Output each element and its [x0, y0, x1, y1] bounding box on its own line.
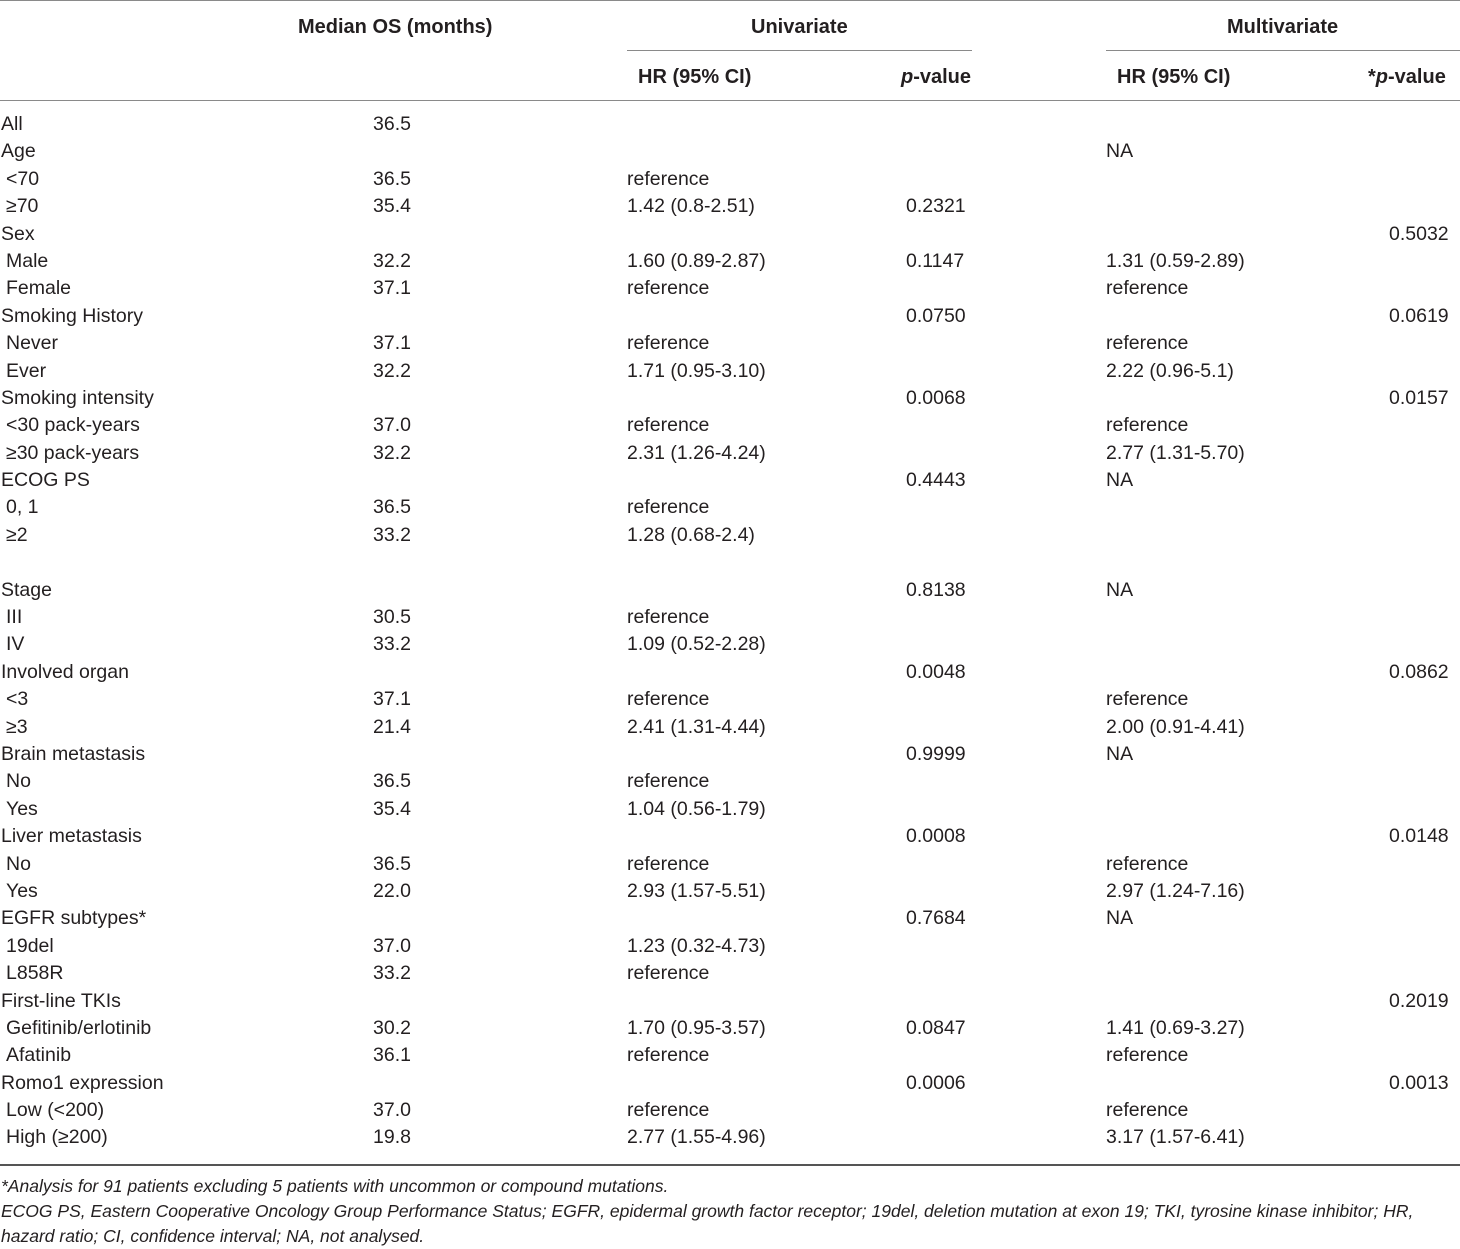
row-label: Romo1 expression	[1, 1071, 164, 1094]
median-os-cell: 19.8	[373, 1126, 411, 1149]
table-row	[0, 1042, 1460, 1069]
table-row	[0, 714, 1460, 741]
multivariate-p-cell: 0.5032	[1389, 222, 1449, 245]
univariate-hr-cell: reference	[627, 688, 710, 711]
univariate-p-cell: 0.0048	[906, 660, 966, 683]
univariate-hr-cell: reference	[627, 962, 710, 985]
table-row	[0, 330, 1460, 357]
univariate-hr-cell: 1.04 (0.56-1.79)	[627, 797, 766, 820]
median-os-cell: 36.5	[373, 496, 411, 519]
value-suffix: -value	[1388, 66, 1446, 88]
univariate-hr-cell: reference	[627, 277, 710, 300]
median-os-cell: 32.2	[373, 249, 411, 272]
table-row	[0, 522, 1460, 577]
row-label: <30 pack-years	[6, 414, 140, 437]
footnote-abbreviations: ECOG PS, Eastern Cooperative Oncology Group Performance Status; EGFR, epidermal growth factor receptor; 19del, deletion mutation at exon 19; TKI, tyrosine kinase inhibitor; HR, hazard ratio; CI, confidence interval; NA, not analysed.	[1, 1201, 1414, 1246]
median-os-cell: 37.0	[373, 1099, 411, 1122]
row-label: ≥3	[6, 715, 28, 738]
univariate-hr-cell: 1.60 (0.89-2.87)	[627, 249, 766, 272]
table-row	[0, 221, 1460, 248]
row-label: Low (<200)	[6, 1099, 105, 1122]
multivariate-hr-cell: NA	[1106, 469, 1134, 492]
univariate-p-cell: 0.8138	[906, 578, 966, 601]
univariate-p-cell: 0.0847	[906, 1016, 966, 1039]
table-row	[0, 138, 1460, 165]
univariate-p-cell: 0.0008	[906, 825, 966, 848]
table-row	[0, 412, 1460, 439]
row-label: <3	[6, 688, 29, 711]
table-row	[0, 358, 1460, 385]
multivariate-hr-cell: 2.77 (1.31-5.70)	[1106, 441, 1245, 464]
row-label: Involved organ	[1, 660, 129, 683]
table-row	[0, 659, 1460, 686]
median-os-cell: 22.0	[373, 879, 411, 902]
row-label: Yes	[6, 797, 38, 820]
median-os-cell: 36.5	[373, 113, 411, 135]
row-label: Age	[1, 140, 36, 163]
row-label: <70	[6, 167, 40, 190]
table-row	[0, 248, 1460, 275]
row-label: Never	[6, 332, 59, 355]
median-os-cell: 33.2	[373, 633, 411, 656]
univariate-hr-cell: reference	[627, 606, 710, 629]
multivariate-hr-cell: reference	[1106, 414, 1189, 437]
table-row	[0, 166, 1460, 193]
median-os-cell: 32.2	[373, 359, 411, 382]
p-letter: p	[901, 66, 914, 88]
median-os-cell: 32.2	[373, 441, 411, 464]
row-label: L858R	[6, 962, 64, 985]
table-row	[0, 1097, 1460, 1124]
table-row	[0, 741, 1460, 768]
row-label: Sex	[1, 222, 35, 245]
table-body	[0, 111, 1460, 1152]
table-row	[0, 385, 1460, 412]
table-row	[0, 905, 1460, 932]
multivariate-hr-cell: 2.22 (0.96-5.1)	[1106, 359, 1234, 382]
row-label: Yes	[6, 879, 38, 902]
median-os-cell: 36.5	[373, 770, 411, 793]
row-label: High (≥200)	[6, 1126, 108, 1149]
univariate-p-cell: 0.4443	[906, 469, 966, 492]
univariate-p-cell: 0.7684	[906, 907, 966, 930]
table-row	[0, 604, 1460, 631]
row-label: All	[1, 113, 23, 135]
p-letter: p	[1375, 66, 1389, 88]
table-row	[0, 1124, 1460, 1151]
multivariate-hr-cell: reference	[1106, 1044, 1189, 1067]
row-label: Male	[6, 249, 49, 272]
multivariate-hr-cell: reference	[1106, 852, 1189, 875]
row-label: Smoking intensity	[1, 386, 154, 409]
univariate-p-cell: 0.0068	[906, 386, 966, 409]
value-suffix: -value	[913, 66, 972, 88]
multivariate-underline	[1106, 50, 1460, 51]
median-os-cell: 37.0	[373, 934, 411, 957]
row-label: Afatinib	[6, 1044, 72, 1067]
median-os-cell: 21.4	[373, 715, 411, 738]
table-row	[0, 768, 1460, 795]
asterisk: *	[1368, 66, 1376, 88]
median-os-cell: 30.5	[373, 606, 411, 629]
univariate-hr-cell: 2.77 (1.55-4.96)	[627, 1126, 766, 1149]
table-top-rule	[0, 0, 1460, 1]
median-os-cell: 35.4	[373, 195, 411, 218]
footnote-asterisk: *Analysis for 91 patients excluding 5 patients with uncommon or compound mutations.	[1, 1176, 669, 1196]
median-os-cell: 37.1	[373, 688, 411, 711]
univariate-hr-cell: 1.23 (0.32-4.73)	[627, 934, 766, 957]
univariate-hr-cell: 1.42 (0.8-2.51)	[627, 195, 755, 218]
multivariate-p-cell: 0.0148	[1389, 825, 1449, 848]
table-bottom-rule	[0, 1164, 1460, 1166]
row-label: Female	[6, 277, 72, 300]
table-row	[0, 878, 1460, 905]
univariate-hr-cell: 1.28 (0.68-2.4)	[627, 523, 755, 546]
univariate-hr-cell: reference	[627, 1044, 710, 1067]
row-label: No	[6, 770, 31, 793]
univariate-hr-cell: 1.70 (0.95-3.57)	[627, 1016, 766, 1039]
header-univariate-hr: HR (95% CI)	[638, 66, 752, 88]
header-univariate: Univariate	[751, 16, 848, 38]
univariate-hr-cell: 1.09 (0.52-2.28)	[627, 633, 766, 656]
row-label: First-line TKIs	[1, 989, 121, 1012]
median-os-cell: 36.5	[373, 167, 411, 190]
multivariate-hr-cell: 1.41 (0.69-3.27)	[1106, 1016, 1245, 1039]
multivariate-p-cell: 0.0157	[1389, 386, 1449, 409]
median-os-cell: 33.2	[373, 523, 411, 546]
multivariate-hr-cell: reference	[1106, 332, 1189, 355]
multivariate-hr-cell: reference	[1106, 688, 1189, 711]
table-row	[0, 1070, 1460, 1097]
univariate-p-cell: 0.9999	[906, 743, 966, 765]
univariate-hr-cell: 2.31 (1.26-4.24)	[627, 441, 766, 464]
univariate-hr-cell: reference	[627, 852, 710, 875]
median-os-cell: 30.2	[373, 1016, 411, 1039]
multivariate-hr-cell: 2.97 (1.24-7.16)	[1106, 879, 1245, 902]
multivariate-hr-cell: 3.17 (1.57-6.41)	[1106, 1126, 1245, 1149]
multivariate-hr-cell: NA	[1106, 743, 1134, 765]
row-label: 0, 1	[6, 496, 39, 519]
median-os-cell: 37.0	[373, 414, 411, 437]
multivariate-hr-cell: 1.31 (0.59-2.89)	[1106, 249, 1245, 272]
header-multivariate-p	[1368, 65, 1446, 89]
row-label: IV	[6, 633, 25, 656]
univariate-hr-cell: reference	[627, 167, 710, 190]
table-row	[0, 440, 1460, 467]
univariate-hr-cell: 1.71 (0.95-3.10)	[627, 359, 766, 382]
row-label: ≥30 pack-years	[6, 441, 140, 464]
table-row	[0, 193, 1460, 220]
univariate-hr-cell: reference	[627, 332, 710, 355]
row-label: 19del	[6, 934, 54, 957]
header-bottom-rule	[0, 100, 1460, 101]
row-label: ≥70	[6, 195, 39, 218]
row-label: Brain metastasis	[1, 743, 146, 765]
multivariate-p-cell: 0.0013	[1389, 1071, 1449, 1094]
table-row	[0, 823, 1460, 850]
multivariate-hr-cell: reference	[1106, 1099, 1189, 1122]
table-row	[0, 960, 1460, 987]
median-os-cell: 37.1	[373, 277, 411, 300]
multivariate-p-cell: 0.0862	[1389, 660, 1449, 683]
univariate-p-cell: 0.1147	[906, 249, 965, 272]
row-label: III	[6, 606, 23, 629]
multivariate-p-cell: 0.2019	[1389, 989, 1449, 1012]
univariate-hr-cell: 2.41 (1.31-4.44)	[627, 715, 766, 738]
table-row	[0, 851, 1460, 878]
row-label: Smoking History	[1, 304, 143, 327]
table-row	[0, 988, 1460, 1015]
univariate-underline	[627, 50, 972, 51]
multivariate-hr-cell: NA	[1106, 140, 1134, 163]
table-row	[0, 796, 1460, 823]
table-row	[0, 111, 1460, 138]
row-label: ≥2	[6, 523, 28, 546]
row-label: Ever	[6, 359, 47, 382]
table-row	[0, 275, 1460, 302]
header-multivariate-hr: HR (95% CI)	[1117, 66, 1231, 88]
table-row	[0, 467, 1460, 494]
row-label: EGFR subtypes*	[1, 907, 147, 930]
univariate-hr-cell: reference	[627, 770, 710, 793]
median-os-cell: 33.2	[373, 962, 411, 985]
table-row	[0, 494, 1460, 521]
multivariate-hr-cell: NA	[1106, 578, 1134, 601]
table-row	[0, 631, 1460, 658]
univariate-hr-cell: 2.93 (1.57-5.51)	[627, 879, 766, 902]
median-os-cell: 35.4	[373, 797, 411, 820]
median-os-cell: 36.5	[373, 852, 411, 875]
univariate-hr-cell: reference	[627, 1099, 710, 1122]
table-row	[0, 686, 1460, 713]
multivariate-p-cell: 0.0619	[1389, 304, 1449, 327]
header-median-os: Median OS (months)	[298, 16, 493, 38]
row-label: ECOG PS	[1, 469, 90, 492]
univariate-p-cell: 0.0750	[906, 304, 966, 327]
row-label: No	[6, 852, 31, 875]
table-row	[0, 577, 1460, 604]
median-os-cell: 36.1	[373, 1044, 411, 1067]
univariate-hr-cell: reference	[627, 414, 710, 437]
row-label: Gefitinib/erlotinib	[6, 1016, 152, 1039]
header-univariate-p	[901, 65, 971, 89]
table-row	[0, 303, 1460, 330]
multivariate-hr-cell: reference	[1106, 277, 1189, 300]
table-row	[0, 1015, 1460, 1042]
table-row	[0, 933, 1460, 960]
row-label: Liver metastasis	[1, 825, 142, 848]
median-os-cell: 37.1	[373, 332, 411, 355]
multivariate-hr-cell: 2.00 (0.91-4.41)	[1106, 715, 1245, 738]
multivariate-hr-cell: NA	[1106, 907, 1134, 930]
univariate-p-cell: 0.2321	[906, 195, 966, 218]
univariate-p-cell: 0.0006	[906, 1071, 966, 1094]
univariate-hr-cell: reference	[627, 496, 710, 519]
row-label: Stage	[1, 578, 52, 601]
header-multivariate: Multivariate	[1227, 16, 1339, 38]
